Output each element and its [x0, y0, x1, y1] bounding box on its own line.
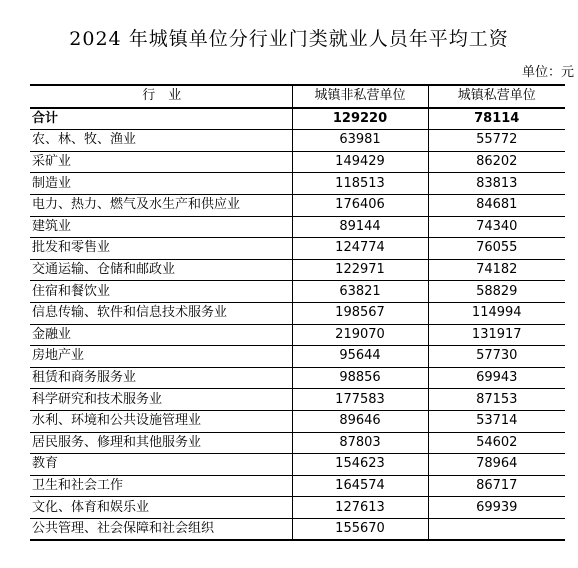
table-row — [30, 389, 565, 411]
table-row — [30, 324, 565, 346]
private-wage-cell: 78964 — [428, 454, 565, 476]
private-wage-cell: 69943 — [428, 367, 565, 389]
non-private-wage-cell: 87803 — [292, 432, 428, 454]
non-private-wage-cell: 124774 — [292, 238, 428, 260]
table-row — [30, 410, 565, 432]
private-wage-cell: 53714 — [428, 410, 565, 432]
table-row — [30, 130, 565, 152]
industry-cell: 水利、环境和公共设施管理业 — [30, 410, 292, 432]
private-wage-cell: 76055 — [428, 238, 565, 260]
table-row — [30, 367, 565, 389]
table-row — [30, 497, 565, 519]
non-private-wage-cell: 198567 — [292, 302, 428, 324]
industry-cell: 合计 — [30, 108, 292, 130]
wage-table — [30, 84, 565, 541]
table-row — [30, 302, 565, 324]
non-private-wage-cell: 89646 — [292, 410, 428, 432]
private-wage-cell: 55772 — [428, 130, 565, 152]
industry-cell: 交通运输、仓储和邮政业 — [30, 259, 292, 281]
non-private-wage-cell: 98856 — [292, 367, 428, 389]
non-private-wage-cell: 118513 — [292, 173, 428, 195]
private-wage-cell: 74340 — [428, 216, 565, 238]
table-row — [30, 194, 565, 216]
table-row — [30, 454, 565, 476]
non-private-wage-cell: 176406 — [292, 194, 428, 216]
column-header-non-private: 城镇非私营单位 — [292, 85, 428, 108]
column-header-industry: 行 业 — [30, 85, 292, 108]
private-wage-cell: 74182 — [428, 259, 565, 281]
non-private-wage-cell: 95644 — [292, 346, 428, 368]
industry-cell: 制造业 — [30, 173, 292, 195]
private-wage-cell: 131917 — [428, 324, 565, 346]
industry-cell: 文化、体育和娱乐业 — [30, 497, 292, 519]
non-private-wage-cell: 155670 — [292, 518, 428, 540]
table-row — [30, 259, 565, 281]
table-row — [30, 346, 565, 368]
table-header-row — [30, 85, 565, 108]
column-header-private: 城镇私营单位 — [428, 85, 565, 108]
table-row — [30, 151, 565, 173]
table-body — [30, 108, 565, 541]
private-wage-cell: 84681 — [428, 194, 565, 216]
non-private-wage-cell: 129220 — [292, 108, 428, 130]
industry-cell: 房地产业 — [30, 346, 292, 368]
page-title: 2024 年城镇单位分行业门类就业人员年平均工资 — [69, 28, 509, 50]
private-wage-cell: 54602 — [428, 432, 565, 454]
non-private-wage-cell: 154623 — [292, 454, 428, 476]
non-private-wage-cell: 219070 — [292, 324, 428, 346]
non-private-wage-cell: 164574 — [292, 475, 428, 497]
private-wage-cell: 86202 — [428, 151, 565, 173]
non-private-wage-cell: 63981 — [292, 130, 428, 152]
industry-cell: 教育 — [30, 454, 292, 476]
private-wage-cell: 69939 — [428, 497, 565, 519]
non-private-wage-cell: 177583 — [292, 389, 428, 411]
non-private-wage-cell: 89144 — [292, 216, 428, 238]
industry-cell: 金融业 — [30, 324, 292, 346]
private-wage-cell — [428, 518, 565, 540]
industry-cell: 信息传输、软件和信息技术服务业 — [30, 302, 292, 324]
table-row — [30, 173, 565, 195]
industry-cell: 农、林、牧、渔业 — [30, 130, 292, 152]
private-wage-cell: 58829 — [428, 281, 565, 303]
industry-cell: 科学研究和技术服务业 — [30, 389, 292, 411]
non-private-wage-cell: 127613 — [292, 497, 428, 519]
non-private-wage-cell: 122971 — [292, 259, 428, 281]
private-wage-cell: 114994 — [428, 302, 565, 324]
non-private-wage-cell: 63821 — [292, 281, 428, 303]
industry-cell: 批发和零售业 — [30, 238, 292, 260]
private-wage-cell: 57730 — [428, 346, 565, 368]
industry-cell: 电力、热力、燃气及水生产和供应业 — [30, 194, 292, 216]
non-private-wage-cell: 149429 — [292, 151, 428, 173]
private-wage-cell: 78114 — [428, 108, 565, 130]
table-row — [30, 216, 565, 238]
industry-cell: 住宿和餐饮业 — [30, 281, 292, 303]
table-row — [30, 432, 565, 454]
table-row — [30, 238, 565, 260]
industry-cell: 租赁和商务服务业 — [30, 367, 292, 389]
industry-cell: 建筑业 — [30, 216, 292, 238]
table-row — [30, 281, 565, 303]
industry-cell: 卫生和社会工作 — [30, 475, 292, 497]
industry-cell: 公共管理、社会保障和社会组织 — [30, 518, 292, 540]
unit-label: 单位：元 — [521, 65, 574, 80]
industry-cell: 居民服务、修理和其他服务业 — [30, 432, 292, 454]
private-wage-cell: 86717 — [428, 475, 565, 497]
table-row-total — [30, 108, 565, 130]
table-row — [30, 475, 565, 497]
private-wage-cell: 83813 — [428, 173, 565, 195]
private-wage-cell: 87153 — [428, 389, 565, 411]
industry-cell: 采矿业 — [30, 151, 292, 173]
table-row — [30, 518, 565, 540]
